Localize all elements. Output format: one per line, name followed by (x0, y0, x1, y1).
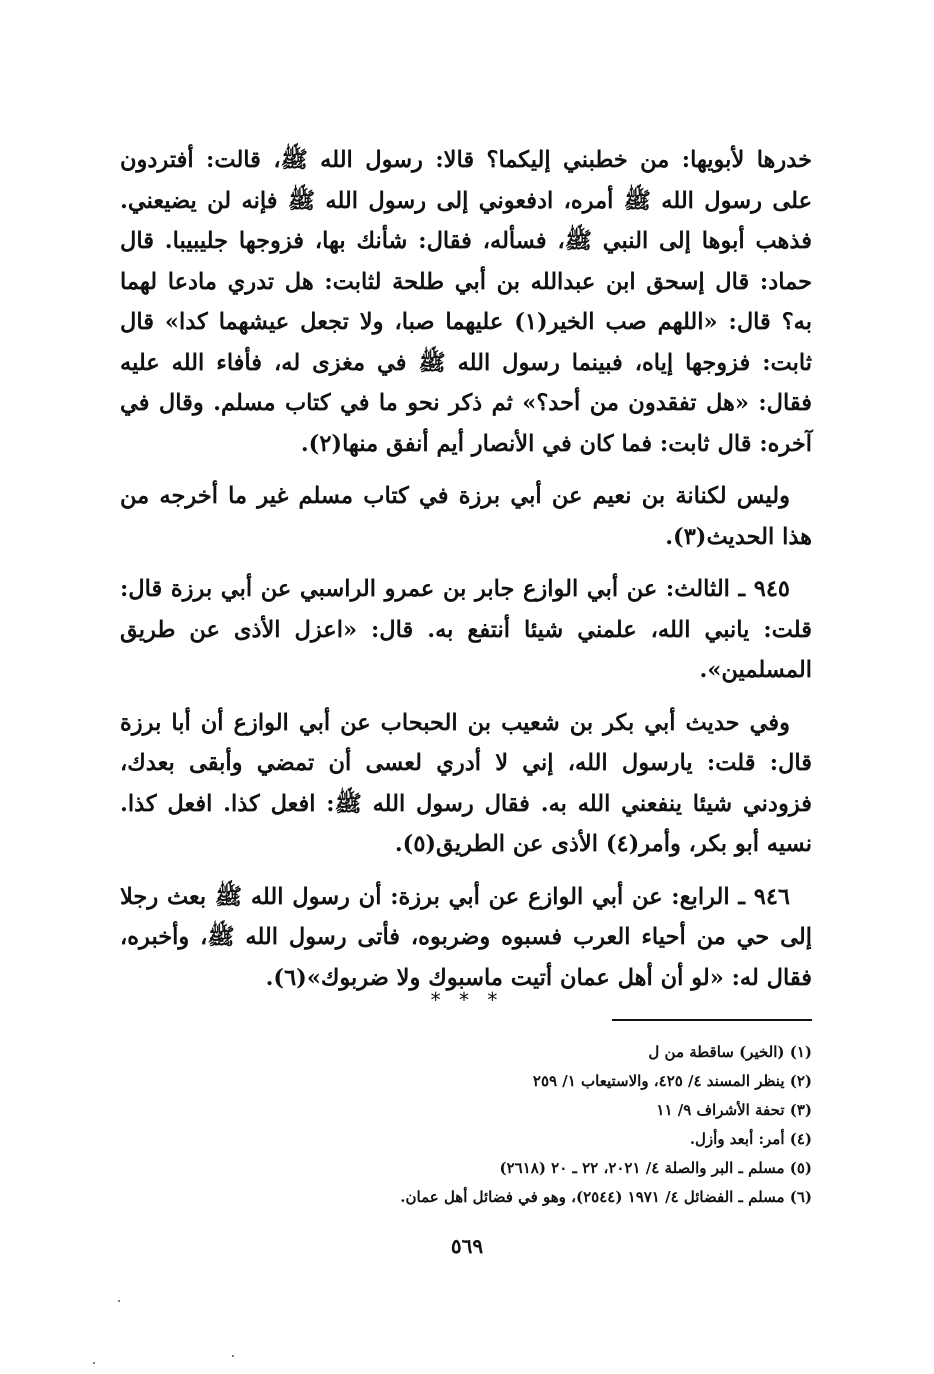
footnote-6: (٦) مسلم ـ الفضائل ٤/ ١٩٧١ (٢٥٤٤)، وهو في فضائل أهل عمان. (400, 1188, 812, 1206)
scan-speck (232, 1355, 234, 1357)
footnote-rule (612, 1019, 812, 1021)
paragraph-continuation: خدرها لأبويها: من خطبني إليكما؟ قالا: رسول الله ﷺ، قالت: أفتردون على رسول الله ﷺ أمره، ادفعوني إلى رسول الله ﷺ فإنه لن يضيعني. فذهب أبوها إلى النبي ﷺ، فسأله، فقال: شأنك بها، فزوجها جليبيبا. قال حماد: قال إسحق ابن عبدالله بن أبي طلحة لثابت: هل تدري مادعا لهما به؟ قال: «اللهم صب الخير(١) عليهما صبا، ولا تجعل عيشهما كدا» قال ثابت: فزوجها إياه، فبينما رسول الله ﷺ في مغزى له، فأفاء الله عليه فقال: «هل تفقدون من أحد؟» ثم ذكر نحو ما في كتاب مسلم. وقال في آخره: قال ثابت: فما كان في الأنصار أيم أنفق منها(٢). (120, 147, 812, 457)
section-separator: * * * (430, 988, 504, 1012)
footnote-2: (٢) ينظر المسند ٤/ ٤٢٥، والاستيعاب ١/ ٢٥٩ (532, 1072, 812, 1090)
scan-speck (118, 1300, 120, 1302)
paragraph-abu-bakr-shuaib: وفي حديث أبي بكر بن شعيب بن الحبحاب عن أبي الوازع أن أبا برزة قال: قلت: يارسول الله، إني لا أدري لعسى أن تمضي وأبقى بعدك، فزودني شيئا ينفعني الله به. فقال رسول الله ﷺ: افعل كذا. افعل كذا. نسيه أبو بكر، وأمر(٤) الأذى عن الطريق(٥). (120, 709, 812, 857)
hadith-945: ٩٤٥ ـ الثالث: عن أبي الوازع جابر بن عمرو الراسبي عن أبي برزة قال: قلت: يانبي الله، علمني شيئا أنتفع به. قال: «اعزل الأذى عن طريق المسلمين». (120, 576, 812, 683)
footnote-4: (٤) أمر: أبعد وأزل. (689, 1130, 812, 1148)
footnote-5: (٥) مسلم ـ البر والصلة ٤/ ٢٠٢١، ٢٢ ـ ٢٠ (٢٦١٨) (499, 1159, 812, 1177)
main-text (120, 140, 812, 1010)
page-number: ٥٦٩ (450, 1234, 484, 1258)
hadith-946: ٩٤٦ ـ الرابع: عن أبي الوازع عن أبي برزة: أن رسول الله ﷺ بعث رجلا إلى حي من أحياء العرب فسبوه وضربوه، فأتى رسول الله ﷺ، وأخبره، فقال له: «لو أن أهل عمان أتيت ماسبوك ولا ضربوك»(٦). (120, 883, 812, 991)
footnote-3: (٣) تحفة الأشراف ٩/ ١١ (656, 1101, 812, 1119)
footnote-1: (١) (الخير) ساقطة من ل (648, 1043, 812, 1061)
paragraph-kinana-note: وليس لكنانة بن نعيم عن أبي برزة في كتاب مسلم غير ما أخرجه من هذا الحديث(٣). (120, 483, 812, 550)
footnotes (120, 1038, 812, 1212)
scan-speck (93, 1362, 95, 1364)
